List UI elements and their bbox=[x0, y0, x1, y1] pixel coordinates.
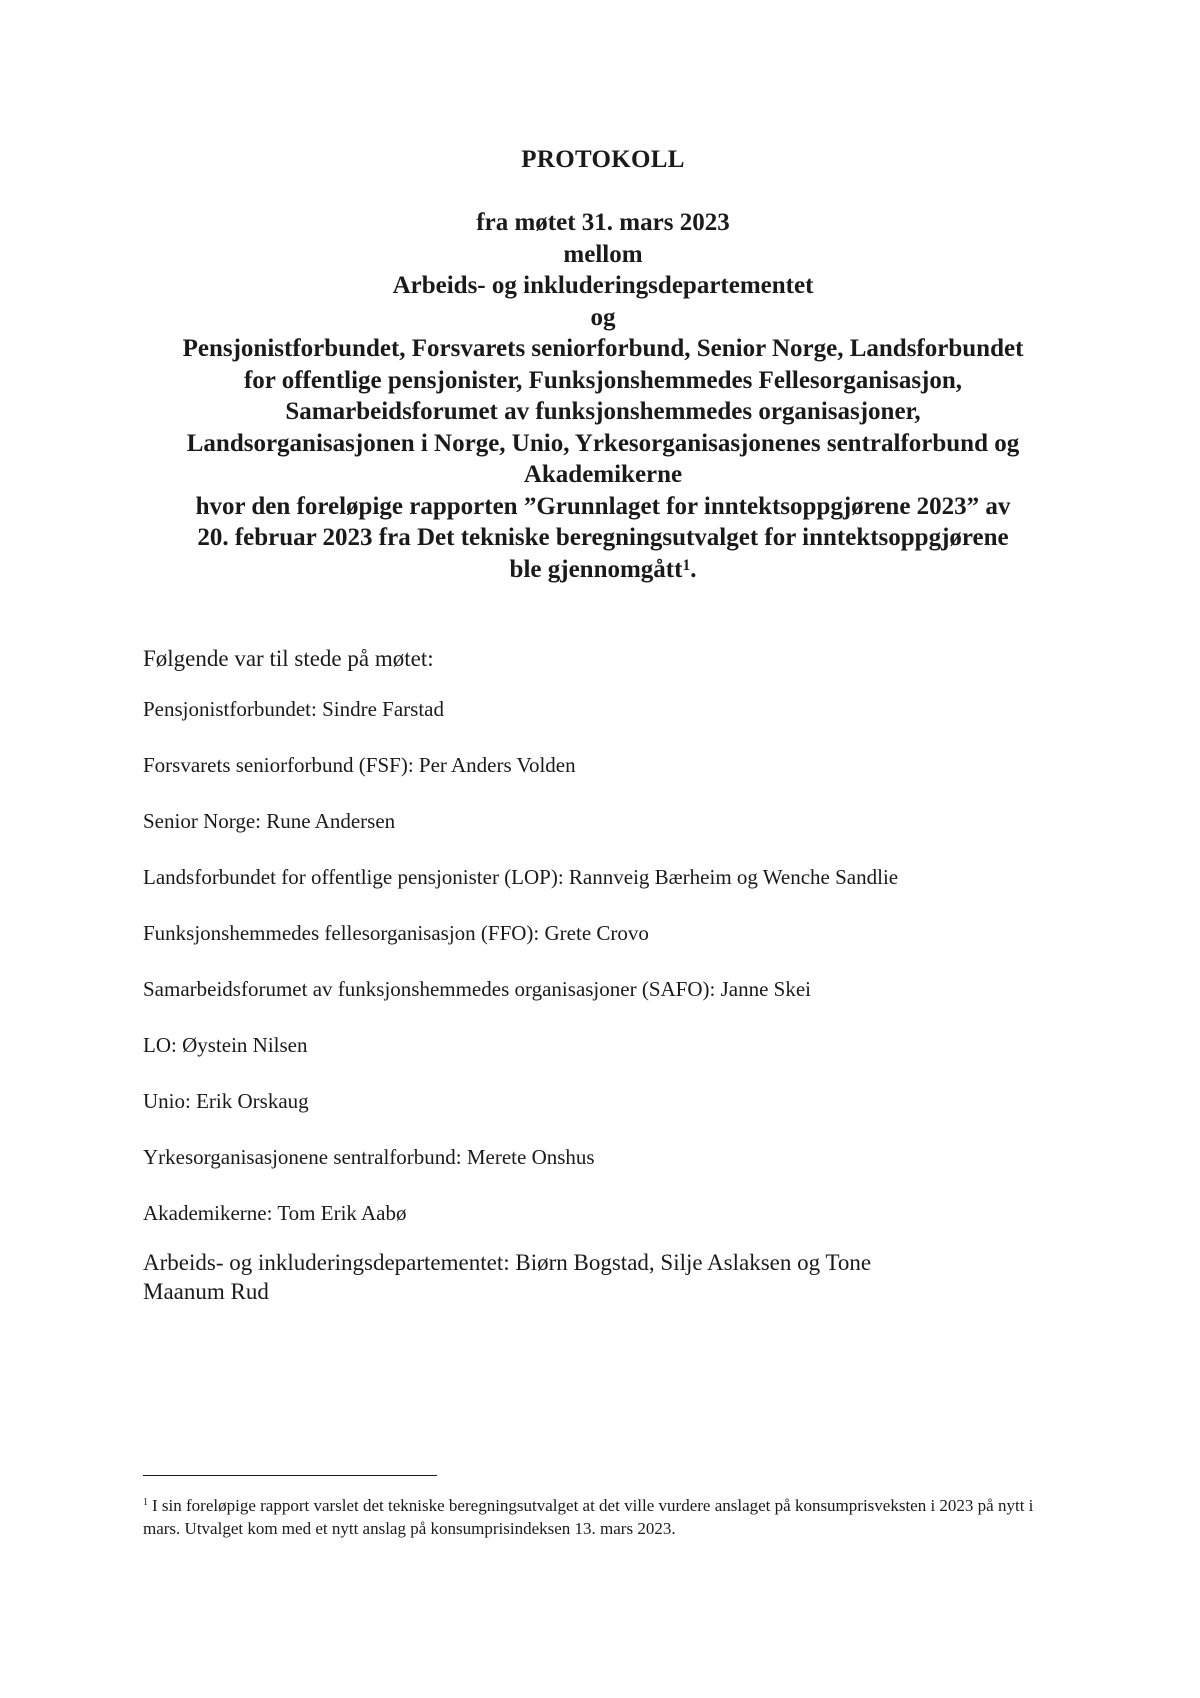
attendee-entry: Unio: Erik Orskaug bbox=[143, 1089, 309, 1113]
meeting-description-line: hvor den foreløpige rapporten ”Grunnlaget for inntektsoppgjørene 2023” av bbox=[195, 492, 1011, 520]
attendee-entry-ministry bbox=[143, 1248, 1103, 1306]
attendee-entry: Landsforbundet for offentlige pensjonister (LOP): Rannveig Bærheim og Wenche Sandlie bbox=[143, 865, 899, 889]
meeting-description-line: Akademikerne bbox=[523, 461, 683, 488]
meeting-description-line: Arbeids- og inkluderingsdepartementet bbox=[392, 272, 814, 299]
meeting-description-line: 20. februar 2023 fra Det tekniske beregningsutvalget for inntektsoppgjørene bbox=[197, 524, 1009, 551]
attendee-entry: Funksjonshemmedes fellesorganisasjon (FFO): Grete Crovo bbox=[143, 921, 649, 945]
meeting-description-line: fra møtet 31. mars 2023 bbox=[476, 209, 730, 236]
meeting-description-line: Landsorganisasjonen i Norge, Unio, Yrkesorganisasjonenes sentralforbund og bbox=[186, 429, 1020, 457]
meeting-description-line: og bbox=[590, 303, 616, 331]
sentence-period: . bbox=[690, 555, 697, 583]
meeting-description-line-last bbox=[120, 554, 1086, 586]
meeting-description-line: mellom bbox=[563, 240, 643, 268]
attendee-entry: Pensjonistforbundet: Sindre Farstad bbox=[143, 697, 444, 721]
meeting-description-line: for offentlige pensjonister, Funksjonshemmedes Fellesorganisasjon, bbox=[243, 366, 963, 394]
footnote bbox=[143, 1494, 1043, 1540]
attendee-entry: Akademikerne: Tom Erik Aabø bbox=[143, 1201, 407, 1225]
attendee-entry: LO: Øystein Nilsen bbox=[143, 1033, 308, 1057]
attendee-entry: Samarbeidsforumet av funksjonshemmedes organisasjoner (SAFO): Janne Skei bbox=[143, 977, 811, 1001]
attendee-entry-ministry-line: Maanum Rud bbox=[143, 1279, 269, 1304]
meeting-description bbox=[120, 207, 1086, 585]
attendee-entry: Senior Norge: Rune Andersen bbox=[143, 809, 396, 833]
attendees-intro: Følgende var til stede på møtet: bbox=[143, 646, 434, 671]
meeting-description-line: Pensjonistforbundet, Forsvarets seniorforbund, Senior Norge, Landsforbundet bbox=[182, 335, 1024, 362]
attendee-entry-ministry-line: Arbeids- og inkluderingsdepartementet: Biørn Bogstad, Silje Aslaksen og Tone bbox=[143, 1250, 872, 1275]
attendees-section bbox=[143, 645, 1103, 1306]
footnote-separator bbox=[143, 1475, 437, 1476]
document-title: PROTOKOLL bbox=[521, 146, 685, 173]
attendee-entry: Forsvarets seniorforbund (FSF): Per Anders Volden bbox=[143, 753, 576, 777]
footnote-reference: 1 bbox=[682, 556, 691, 574]
meeting-description-line: Samarbeidsforumet av funksjonshemmedes organisasjoner, bbox=[285, 398, 921, 425]
footnote-mark: 1 bbox=[143, 1497, 148, 1508]
attendee-entry: Yrkesorganisasjonene sentralforbund: Merete Onshus bbox=[143, 1145, 595, 1169]
footnote-text: I sin foreløpige rapport varslet det tekniske beregningsutvalget at det ville vurdere anslaget på konsumprisveksten i 2023 på nytt i mars. Utvalget kom med et nytt anslag på konsumprisindeksen 13. mars 2023. bbox=[143, 1496, 1034, 1538]
meeting-description-text: ble gjennomgått bbox=[509, 555, 683, 583]
